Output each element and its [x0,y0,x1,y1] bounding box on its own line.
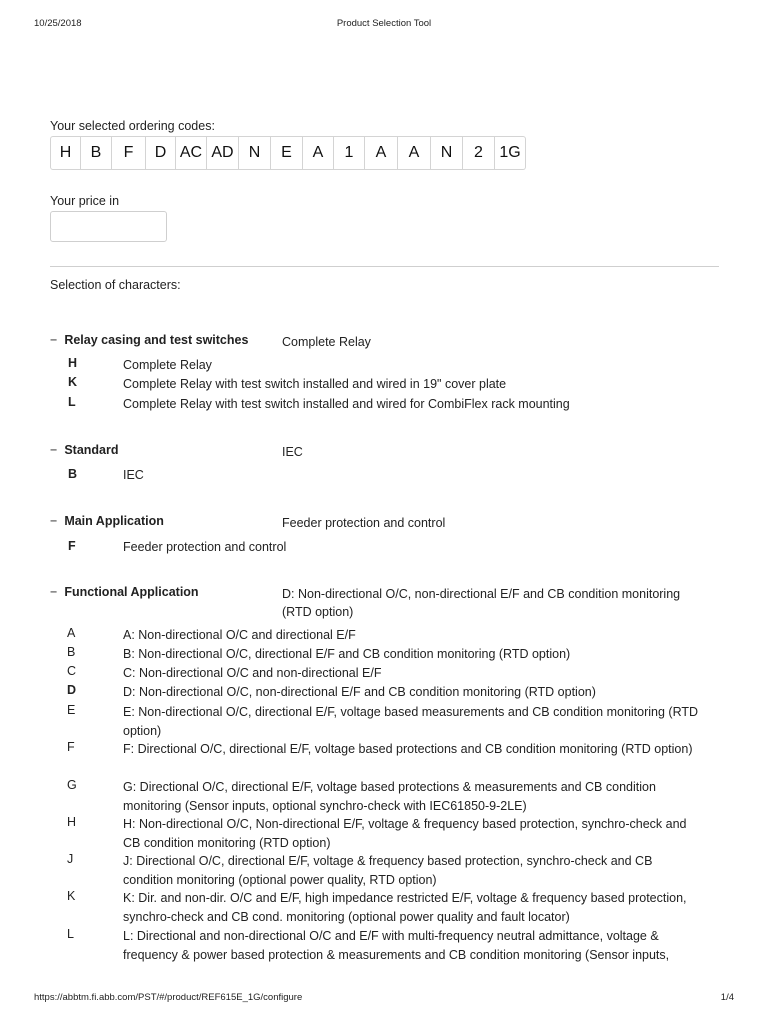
option-code[interactable]: A [67,626,76,640]
code-box: A [303,136,334,170]
option-desc[interactable]: F: Directional O/C, directional E/F, voltage based protections and CB condition monitoring (RTD option) [123,742,693,756]
page-number: 1/4 [720,992,734,1003]
print-date: 10/25/2018 [34,18,82,29]
section-title: Standard [64,443,119,457]
ordering-codes [50,136,526,170]
page-title: Product Selection Tool [336,18,432,29]
section-value: IEC [282,445,303,459]
option-code[interactable]: H [67,815,77,829]
option-desc[interactable]: C: Non-directional O/C and non-directional E/F [123,666,382,680]
selection-label: Selection of characters: [50,278,181,292]
code-box: AC [176,136,207,170]
option-desc[interactable]: Feeder protection and control [123,540,287,554]
option-desc[interactable]: K: Dir. and non-dir. O/C and E/F, high impedance restricted E/F, voltage & frequency based protection, synchro-check and CB cond. monitoring (optional power quality and fault locator) [123,891,687,924]
section-toggle[interactable] [50,585,199,599]
option-code[interactable]: L [68,395,76,409]
option-code[interactable]: K [68,375,78,389]
price-label: Your price in [50,194,120,208]
section-title: Functional Application [64,585,199,599]
option-desc[interactable]: E: Non-directional O/C, directional E/F, voltage based measurements and CB condition monitoring (RTD option) [123,705,699,738]
option-code[interactable]: K [67,889,76,903]
section-value: Complete Relay [282,335,371,349]
option-desc[interactable]: H: Non-directional O/C, Non-directional E/F, voltage & frequency based protection, synchro-check and CB condition monitoring (RTD option) [123,817,687,850]
section-value: D: Non-directional O/C, non-directional E/F and CB condition monitoring (RTD option) [282,587,681,619]
option-desc[interactable]: Complete Relay with test switch installed and wired in 19" cover plate [123,377,507,391]
option-desc[interactable]: IEC [123,468,144,482]
section-toggle[interactable] [50,443,119,457]
section-toggle[interactable] [50,514,164,528]
collapse-icon: − [50,514,58,528]
code-box: 2 [463,136,495,170]
code-box: A [365,136,398,170]
option-code[interactable]: C [67,664,77,678]
code-box: F [112,136,146,170]
code-box: N [239,136,271,170]
option-code[interactable]: G [67,778,77,792]
page-url: https://abbtm.fi.abb.com/PST/#/product/REF615E_1G/configure [34,992,303,1003]
option-code-selected[interactable]: D [67,683,77,697]
code-box: D [146,136,176,170]
code-box: 1 [334,136,365,170]
code-box: A [398,136,431,170]
ordering-codes-label: Your selected ordering codes: [50,119,215,133]
option-code[interactable]: B [68,467,78,481]
section-value: Feeder protection and control [282,516,446,530]
option-code[interactable]: J [67,852,74,866]
collapse-icon: − [50,443,58,457]
option-code[interactable]: B [67,645,76,659]
option-desc[interactable]: A: Non-directional O/C and directional E/F [123,628,356,642]
divider [50,266,719,267]
option-code[interactable]: F [68,539,76,553]
section-title: Relay casing and test switches [64,333,249,347]
option-desc[interactable]: Complete Relay [123,358,212,372]
section-title: Main Application [64,514,164,528]
code-box: 1G [495,136,526,170]
option-code[interactable]: L [67,927,74,941]
price-field[interactable] [50,211,167,242]
option-desc[interactable]: Complete Relay with test switch installed and wired for CombiFlex rack mounting [123,397,570,411]
section-toggle[interactable] [50,333,248,347]
option-code[interactable]: H [68,356,78,370]
option-desc[interactable]: L: Directional and non-directional O/C and E/F with multi-frequency neutral admittance, voltage & frequency & power based protection & measurements and CB condition monitoring (Sensor inputs, [123,929,670,962]
option-desc[interactable]: B: Non-directional O/C, directional E/F and CB condition monitoring (RTD option) [123,647,571,661]
collapse-icon: − [50,333,58,347]
option-code[interactable]: E [67,703,76,717]
option-desc[interactable]: G: Directional O/C, directional E/F, voltage based protections & measurements and CB condition monitoring (Sensor inputs, optional synchro-check with IEC61850-9-2LE) [123,780,656,813]
collapse-icon: − [50,585,58,599]
code-box: H [50,136,81,170]
code-box: N [431,136,463,170]
option-desc[interactable]: J: Directional O/C, directional E/F, voltage & frequency based protection, synchro-check and CB condition monitoring (optional power quality, RTD option) [123,854,653,887]
code-box: AD [207,136,239,170]
code-box: E [271,136,303,170]
option-code[interactable]: F [67,740,75,754]
option-desc[interactable]: D: Non-directional O/C, non-directional E/F and CB condition monitoring (RTD option) [123,685,596,699]
code-box: B [81,136,112,170]
